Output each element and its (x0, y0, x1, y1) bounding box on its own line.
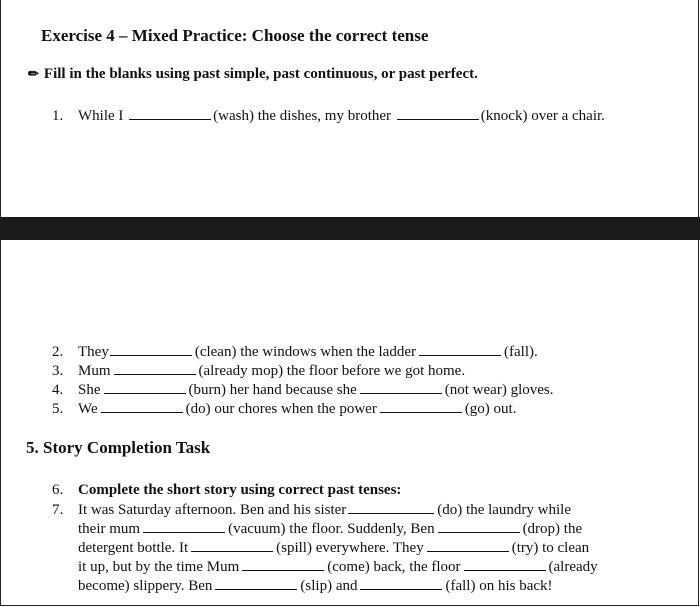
blank-field[interactable] (397, 106, 479, 120)
story-line: detergent bottle. It (spill) everywhere. They (try) to clean (78, 540, 590, 556)
blank-field[interactable] (464, 557, 546, 571)
blank-field[interactable] (101, 399, 183, 413)
divider-bar (0, 217, 700, 240)
blank-field[interactable] (215, 576, 297, 590)
pencil-icon: ✏ (28, 66, 39, 81)
instruction (28, 66, 478, 83)
list-item: 4. She (burn) her hand because she (not wear) gloves. (52, 382, 554, 398)
blank-field[interactable] (242, 557, 324, 571)
list-item: 2. They (clean) the windows when the ladder (fall). (52, 344, 538, 360)
blank-field[interactable] (419, 342, 501, 356)
story-line: it up, but by the time Mum (come) back, the floor (already (78, 559, 598, 575)
section-title: 5. Story Completion Task (26, 438, 211, 457)
list-item: 5. We (do) our chores when the power (go) out. (52, 401, 517, 417)
exercise-title: Exercise 4 – Mixed Practice: Choose the correct tense (41, 26, 429, 45)
list-item: 6. Complete the short story using correct past tenses: (52, 482, 402, 498)
story-line: become) slippery. Ben (slip) and (fall) on his back! (78, 578, 553, 594)
blank-field[interactable] (360, 380, 442, 394)
blank-field[interactable] (110, 342, 192, 356)
list-item: 3. Mum (already mop) the floor before we got home. (52, 363, 466, 379)
list-item: 7. It was Saturday afternoon. Ben and his sister (do) the laundry while (52, 502, 571, 518)
blank-field[interactable] (104, 380, 186, 394)
story-line: their mum (vacuum) the floor. Suddenly, Ben (drop) the (78, 521, 583, 537)
list-item: 1. While I (wash) the dishes, my brother (knock) over a chair. (52, 108, 605, 124)
blank-field[interactable] (191, 538, 273, 552)
blank-field[interactable] (348, 500, 434, 514)
instruction-text: Fill in the blanks using past simple, past continuous, or past perfect. (43, 66, 478, 82)
blank-field[interactable] (427, 538, 509, 552)
blank-field[interactable] (129, 106, 211, 120)
blank-field[interactable] (114, 361, 196, 375)
blank-field[interactable] (380, 399, 462, 413)
blank-field[interactable] (143, 519, 225, 533)
blank-field[interactable] (360, 576, 442, 590)
blank-field[interactable] (438, 519, 520, 533)
